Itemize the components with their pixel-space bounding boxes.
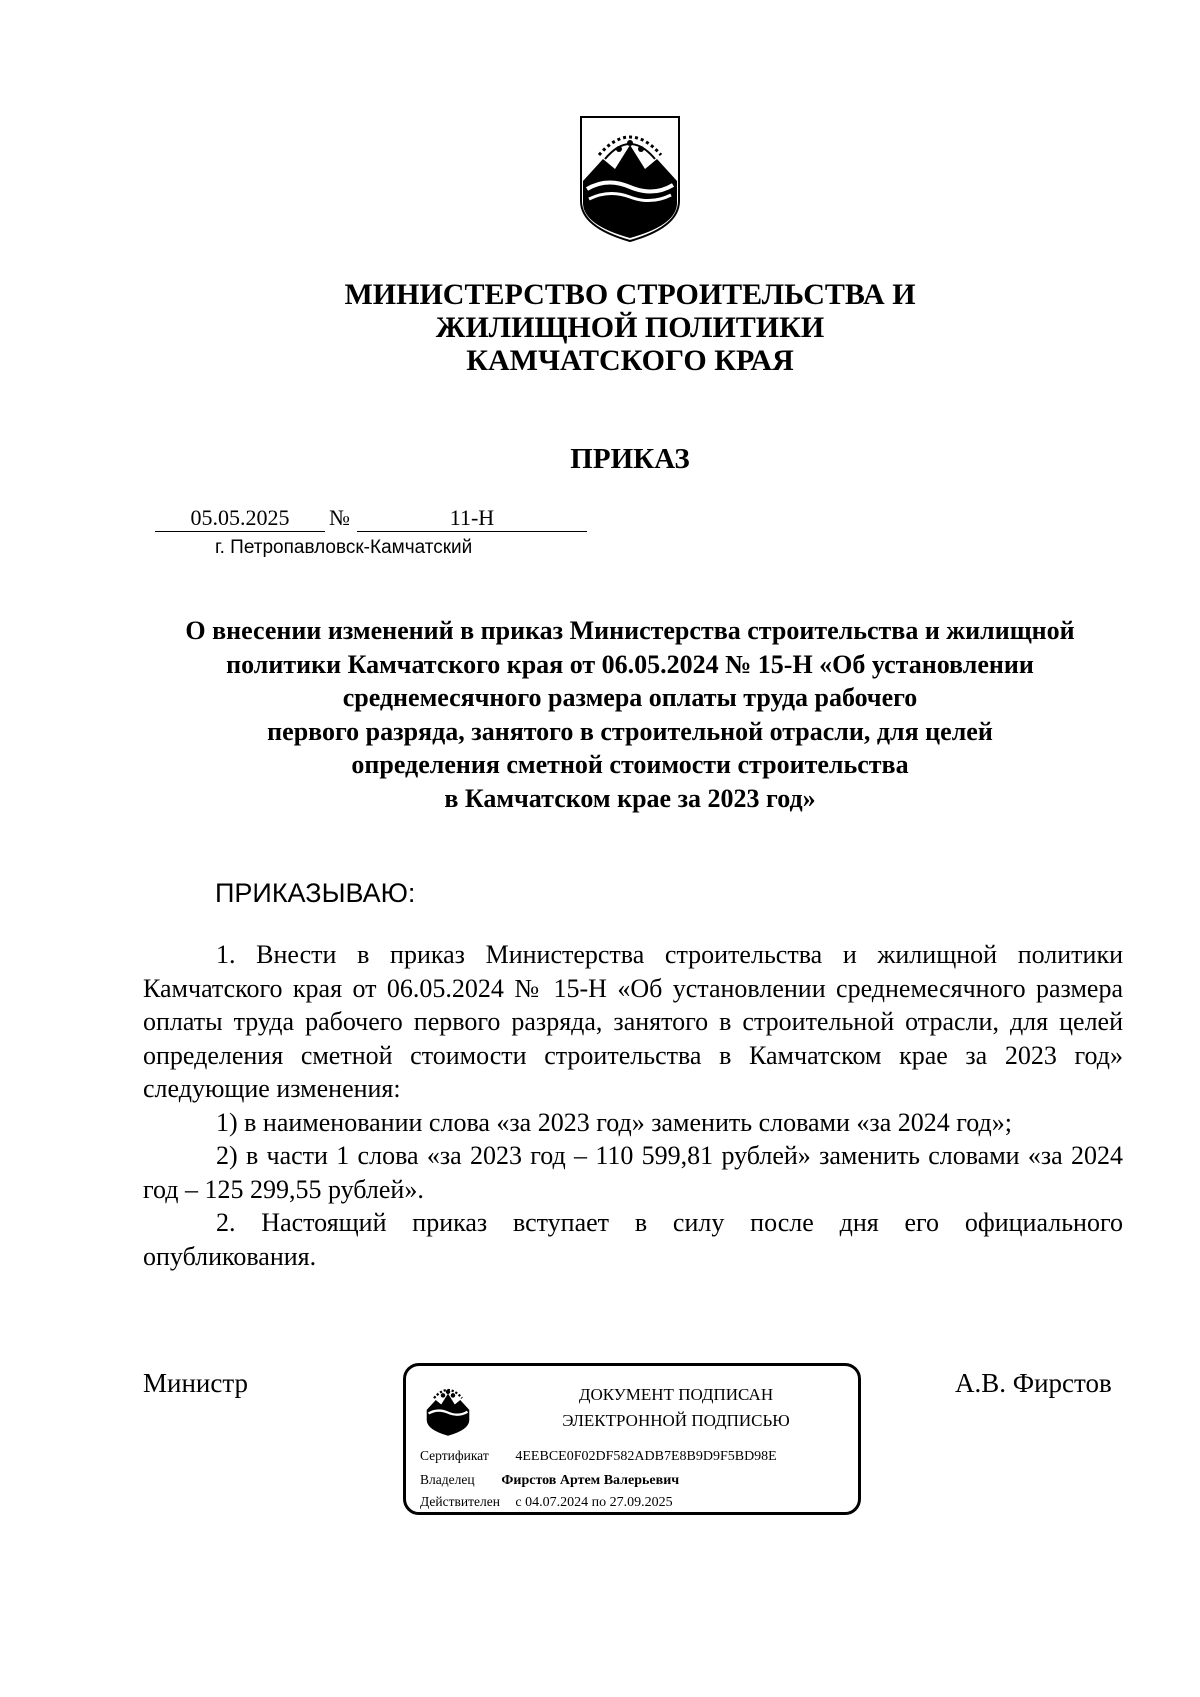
stamp-emblem-icon [424,1380,472,1438]
stamp-cert-value: 4EEBCE0F02DF582ADB7E8B9D9F5BD98E [515,1449,777,1464]
ministry-line: ЖИЛИЩНОЙ ПОЛИТИКИ [435,311,825,344]
signer-position: Министр [143,1368,248,1398]
subject-line: политики Камчатского края от 06.05.2024 № 15-Н «Об установлении [226,649,1034,679]
electronic-signature-stamp [403,1363,861,1515]
stamp-title-line: ЭЛЕКТРОННОЙ ПОДПИСЬЮ [562,1411,790,1430]
subject-line: первого разряда, занятого в строительной отрасли, для целей [267,716,993,746]
subject-line: определения сметной стоимости строительства [351,750,909,779]
coat-of-arms-emblem [577,115,683,243]
body-paragraph: 2. Настоящий приказ вступает в силу после дня его официального опубликования. [143,1208,1123,1271]
document-number: 11-Н [357,505,587,532]
ministry-line: МИНИСТЕРСТВО СТРОИТЕЛЬСТВА И [344,278,916,311]
stamp-owner-label: Владелец [420,1472,475,1487]
stamp-valid-label: Действителен [420,1494,500,1509]
stamp-owner-row [420,1472,679,1489]
stamp-title-line: ДОКУМЕНТ ПОДПИСАН [578,1385,774,1404]
subject-line: среднемесячного размера оплаты труда рабочего [342,683,918,712]
document-type: ПРИКАЗ [570,443,690,475]
subject-line: в Камчатском крае за 2023 год» [444,783,816,813]
stamp-cert-label: Сертификат [420,1448,489,1463]
body-paragraph: 1) в наименовании слова «за 2023 год» заменить словами «за 2024 год»; [216,1107,1012,1137]
stamp-valid-value: с 04.07.2024 по 27.09.2025 [515,1495,673,1510]
document-subject [0,614,1200,815]
body-paragraph: 1. Внести в приказ Министерства строительства и жилищной политики Камчатского края от 06.05.2024 № 15-Н «Об установлении среднемесячного размера оплаты труда рабочего первого разряда, занятого в строительной отрасли, для целей определения сметной стоимости строительства в Камчатском крае за 2023 год» следующие изменения: [143,940,1123,1103]
number-sign: № [329,505,350,530]
body-paragraph: 2) в части 1 слова «за 2023 год – 110 599,81 рублей» заменить словами «за 2024 год – 125 299,55 рублей». [143,1141,1123,1204]
document-date: 05.05.2025 [155,505,325,532]
stamp-valid-row [420,1494,673,1511]
document-city: г. Петропавловск-Камчатский [215,537,473,558]
order-word: ПРИКАЗЫВАЮ: [215,878,416,908]
document-body [143,938,1123,1273]
signer-name: А.В. Фирстов [955,1368,1112,1398]
ministry-name [0,278,1200,377]
subject-line: О внесении изменений в приказ Министерства строительства и жилищной [185,616,1075,645]
ministry-line: КАМЧАТСКОГО КРАЯ [466,344,794,377]
stamp-owner-value: Фирстов Артем Валерьевич [501,1473,680,1488]
stamp-title [506,1382,846,1434]
stamp-cert-row [420,1448,777,1465]
